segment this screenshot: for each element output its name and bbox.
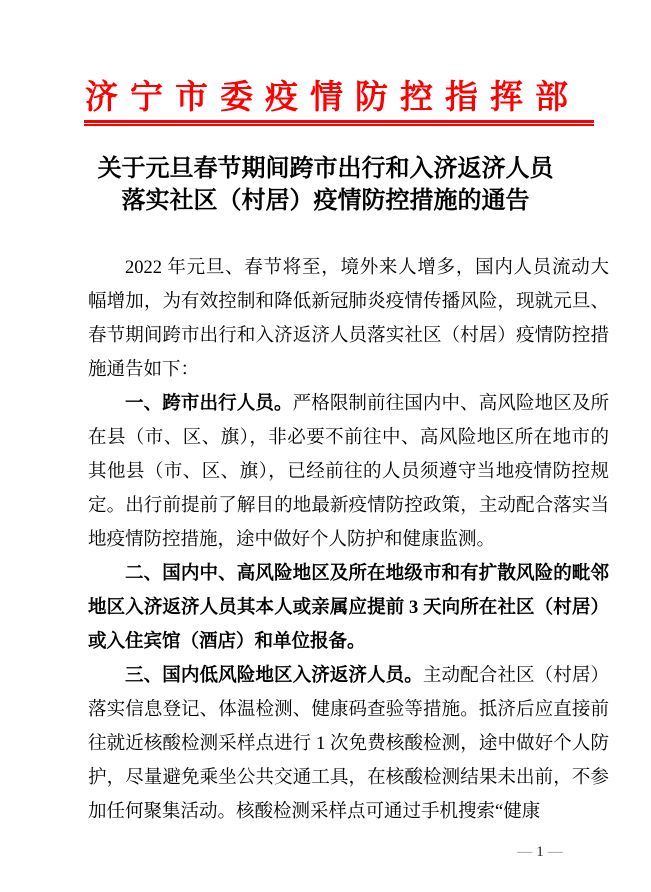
paragraph-intro: [88, 251, 609, 387]
paragraph-text: 2022 年元旦、春节将至，境外来人增多，国内人员流动大幅增加，为有效控制和降低新冠肺炎疫情传播风险，现就元旦、春节期间跨市出行和入济返济人员落实社区（村居）疫情防控措施通告如下：: [88, 258, 609, 380]
paragraph-lead: 二、国内中、高风险地区及所在地级市和有扩散风险的毗邻地区入济返济人员其本人或亲属应提前 3 天向所在社区（村居）或入住宾馆（酒店）和单位报备。: [88, 564, 609, 652]
paragraph-lead: 三、国内低风险地区入济返济人员。: [125, 666, 423, 686]
document-body: [88, 251, 609, 829]
paragraph-item-2: [88, 557, 609, 659]
letterhead-rule: [84, 120, 594, 126]
page-number-value: 1: [536, 844, 544, 860]
title-line-2: 落实社区（村居）疫情防控措施的通告: [121, 188, 530, 214]
paragraph-text: 主动配合社区（村居）落实信息登记、体温检测、健康码查验等措施。抵济后应直接前往就近核酸检测采样点进行 1 次免费核酸检测，途中做好个人防护，尽量避免乘坐公共交通工具，在核酸检测结果未出前，不参加任何聚集活动。核酸检测采样点可通过手机搜索“健康: [88, 666, 609, 822]
paragraph-text: 严格限制前往国内中、高风险地区及所在县（市、区、旗），非必要不前往中、高风险地区所在地市的其他县（市、区、旗），已经前往的人员须遵守当地疫情防控规定。出行前提前了解目的地最新疫情防控政策，主动配合落实当地疫情防控措施，途中做好个人防护和健康监测。: [88, 394, 609, 550]
page-number-dash-left: —: [517, 844, 533, 860]
page-number: [500, 843, 580, 861]
title-line-1: 关于元旦春节期间跨市出行和入济返济人员: [97, 156, 554, 182]
page-number-dash-right: —: [547, 844, 563, 860]
paragraph-lead: 一、跨市出行人员。: [125, 394, 293, 414]
document-title: [0, 153, 651, 217]
paragraph-item-3: [88, 659, 609, 829]
paragraph-item-1: [88, 387, 609, 557]
letterhead: [0, 0, 651, 126]
issuer-title: 济宁市委疫情防控指挥部: [85, 80, 580, 116]
